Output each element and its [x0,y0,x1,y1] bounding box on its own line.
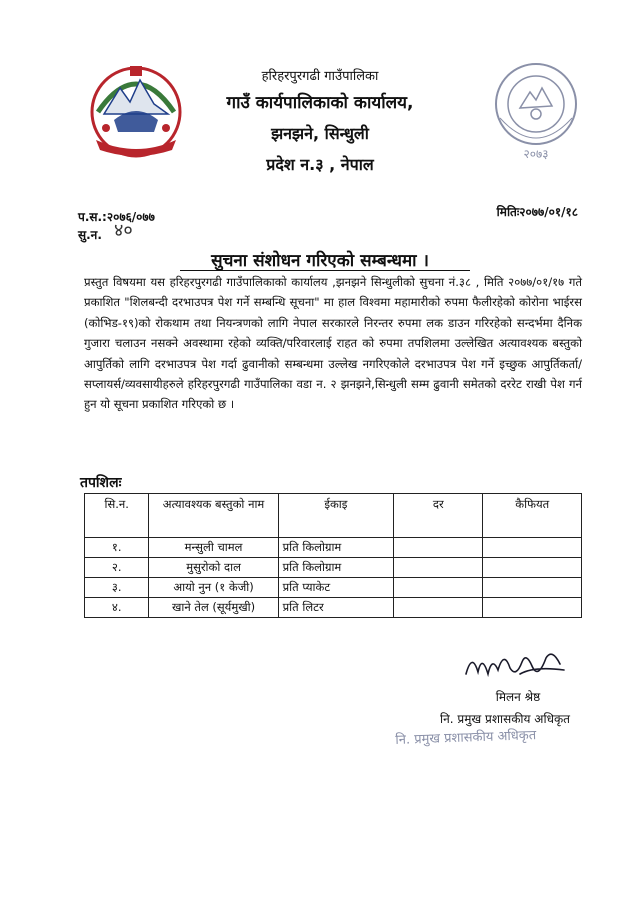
reference-number: प.स.:२०७६/०७७ [78,210,155,224]
cell-rate [394,598,483,618]
cell-rate [394,558,483,578]
cell-remarks [483,598,582,618]
header-item: अत्यावश्यक बस्तुको नाम [149,494,278,538]
cell-serial: १. [85,538,149,558]
cell-item: मुसुरोको दाल [149,558,278,578]
table-header-row [85,494,582,538]
office-seal-stamp [490,58,582,164]
document-date: मितिः२०७७/०१/१८ [496,205,578,219]
header-serial: सि.न. [85,494,149,538]
header-unit: ईकाइ [278,494,394,538]
designation-stamp: नि. प्रमुख प्रशासकीय अधिकृत [395,728,537,748]
cell-unit: प्रति किलोग्राम [278,538,394,558]
cell-unit: प्रति लिटर [278,598,394,618]
serial-number-handwritten: ४० [114,220,133,241]
cell-remarks [483,538,582,558]
cell-rate [394,538,483,558]
signatory-title: नि. प्रमुख प्रशासकीय अधिकृत [439,712,571,726]
cell-item: खाने तेल (सूर्यमुखी) [149,598,278,618]
table-row [85,578,582,598]
serial-label: सु.न. [78,228,102,242]
notice-body: प्रस्तुत विषयमा यस हरिहरपुरगढी गाउँपालिकाको कार्यालय ,झनझने सिन्धुलीको सुचना नं.३८ , मिति २०७७/०१/१७ गते प्रकाशित "शिलबन्दी दरभाउपत्र पेश गर्ने सम्बन्धि सूचना" मा हाल विश्वमा महामारीको रुपमा फैलीरहेको कोरोना भाईरस (कोभिड-१९)को रोकथाम तथा नियन्त्रणको लागि नेपाल सरकारले निरन्तर रुपमा लक डाउन गरिरहेको सन्दर्भमा दैनिक गुजारा चलाउन नसक्ने अवस्थामा रहेको व्यक्ति/परिवारलाई राहत को रुपमा तपशिलमा उल्लेखित अत्यावश्यक बस्तुको आपुर्तिको लागि दरभाउपत्र पेश गर्दा ढुवानीको सम्बन्धमा उल्लेख नगरिएकोले दरभाउपत्र पेश गर्ने इच्छुक आपुर्तिकर्ता/सप्लायर्स/व्यवसायीहरुले हरिहरपुरगढी गाउँपालिका वडा न. २ झनझने,सिन्धुली सम्म ढुवानी समेतको दररेट राखी पेश गर्न हुन यो सूचना प्रकाशित गरिएको छ । [84,275,582,412]
table-section-label: तपशिलः [80,475,122,491]
cell-rate [394,578,483,598]
header-remarks: कैफियत [483,494,582,538]
office-name: गाउँ कार्यपालिकाको कार्यालय, [226,93,414,113]
municipality-name: हरिहरपुरगढी गाउँपालिका [261,69,379,84]
handwritten-signature [460,644,570,688]
nepal-emblem-logo [84,62,188,162]
subject-underline [180,270,470,271]
table-row [85,558,582,578]
cell-item: आयो नुन (१ केजी) [149,578,278,598]
province-country: प्रदेश न.३ , नेपाल [266,155,374,174]
svg-text:२०७३: २०७३ [523,147,549,161]
items-table [84,493,582,618]
cell-unit: प्रति किलोग्राम [278,558,394,578]
notice-subject: सुचना संशोधन गरिएको सम्बन्धमा । [211,251,429,271]
signatory-name: मिलन श्रेष्ठ [495,690,541,704]
cell-serial: ४. [85,598,149,618]
table-row [85,538,582,558]
table-row [85,598,582,618]
office-address: झनझने, सिन्धुली [271,124,369,143]
cell-remarks [483,578,582,598]
cell-unit: प्रति प्याकेट [278,578,394,598]
cell-remarks [483,558,582,578]
cell-item: मन्सुली चामल [149,538,278,558]
cell-serial: २. [85,558,149,578]
cell-serial: ३. [85,578,149,598]
header-rate: दर [394,494,483,538]
